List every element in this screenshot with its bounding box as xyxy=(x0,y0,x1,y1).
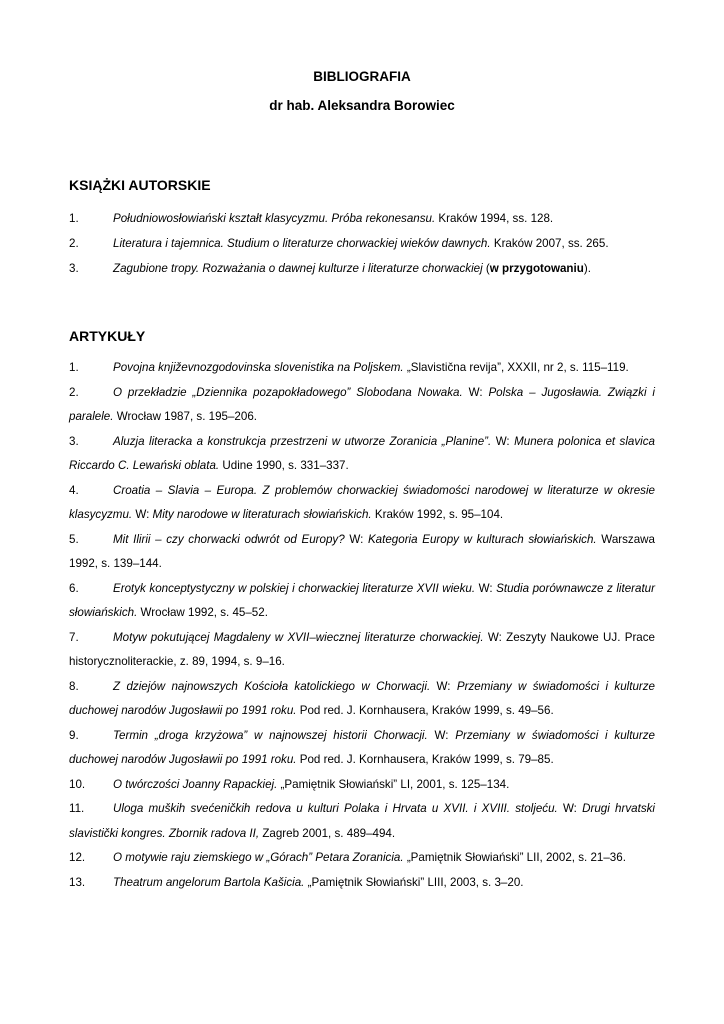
article-source: W: xyxy=(427,728,456,742)
document-author: dr hab. Aleksandra Borowiec xyxy=(269,98,455,113)
item-number: 1. xyxy=(69,212,79,225)
book-details-end: ). xyxy=(583,262,591,275)
item-number: 3. xyxy=(69,434,79,448)
book-details: Kraków 1994, ss. 128. xyxy=(435,212,554,225)
list-item xyxy=(69,577,655,626)
publication-details: Pod red. J. Kornhausera, Kraków 1999, s. 49–56. xyxy=(296,704,554,717)
publication-title: Studia porównawcze z literatur słowiańskich. xyxy=(69,581,655,619)
books-list xyxy=(69,206,655,281)
item-number: 5. xyxy=(69,532,79,546)
item-number: 7. xyxy=(69,630,79,644)
publication-details: Kraków 1992, s. 95–104. xyxy=(371,508,504,521)
item-number: 1. xyxy=(69,361,79,374)
item-number: 11. xyxy=(69,802,85,815)
list-item xyxy=(69,381,655,430)
item-number: 13. xyxy=(69,875,86,889)
publication-details: Wrocław 1992, s. 45–52. xyxy=(137,606,268,619)
book-title: Południowosłowiański kształt klasycyzmu. Próba rekonesansu. xyxy=(113,212,436,225)
publication-details: Wrocław 1987, s. 195–206. xyxy=(113,410,257,423)
list-item xyxy=(69,356,655,381)
list-item xyxy=(69,724,655,773)
article-source: W: Zeszyty Naukowe UJ. Prace historycznoliterackie, z. 89, 1994, s. 9–16. xyxy=(69,630,655,668)
publication-details: Zagreb 2001, s. 489–494. xyxy=(259,826,396,840)
item-number: 12. xyxy=(69,851,86,864)
article-source: „Pamiętnik Słowiański” LII, 2002, s. 21–36. xyxy=(403,851,626,864)
article-title: O twórczości Joanny Rapackiej. xyxy=(113,777,278,791)
section-heading-articles: ARTYKUŁY xyxy=(69,328,146,344)
article-title: Uloga muških svećeničkih redova u kulturi Polaka i Hrvata u XVII. i XVIII. stoljeću. xyxy=(113,802,558,815)
item-number: 2. xyxy=(69,237,79,250)
article-source: „Pamiętnik Słowiański” LIII, 2003, s. 3–20. xyxy=(304,875,524,889)
book-details: ( xyxy=(482,262,490,275)
article-title: Theatrum angelorum Bartola Kašicia. xyxy=(113,875,305,889)
publication-title: Przemiany w świadomości i kulturze duchowej narodów Jugosławii po 1991 roku. xyxy=(69,679,655,717)
article-title: O motywie raju ziemskiego w „Górach” Petara Zoranicia. xyxy=(113,851,404,864)
article-title: Povojna književnozgodovinska slovenistika na Poljskem. xyxy=(113,361,404,374)
article-source: „Pamiętnik Słowiański” LI, 2001, s. 125–134. xyxy=(277,777,510,791)
list-item xyxy=(69,846,655,871)
list-item xyxy=(69,675,655,724)
book-title: Literatura i tajemnica. Studium o literaturze chorwackiej wieków dawnych. xyxy=(113,237,491,250)
article-source: W: xyxy=(344,532,368,546)
item-number: 8. xyxy=(69,679,79,693)
article-source: W: xyxy=(132,508,153,521)
article-title: Z dziejów najnowszych Kościoła katolickiego w Chorwacji. xyxy=(113,679,431,693)
document-title: BIBLIOGRAFIA xyxy=(313,69,411,84)
article-title: Aluzja literacka a konstrukcja przestrzeni w utworze Zoranicia „Planine”. xyxy=(113,434,492,448)
item-number: 2. xyxy=(69,385,79,399)
article-title: Mit Ilirii – czy chorwacki odwrót od Europy? xyxy=(113,532,345,546)
article-source: W: xyxy=(430,679,457,693)
item-number: 9. xyxy=(69,728,79,742)
article-source: W: xyxy=(462,385,489,399)
list-item xyxy=(69,479,655,528)
article-title: O przekładzie „Dziennika pozapokładowego” Slobodana Nowaka. xyxy=(113,385,463,399)
publication-details: Warszawa 1992, s. 139–144. xyxy=(69,532,655,570)
article-title: Motyw pokutującej Magdaleny w XVII–wiecznej literaturze chorwackiej. xyxy=(113,630,484,644)
item-number: 4. xyxy=(69,483,79,497)
article-source: W: xyxy=(491,434,515,448)
book-details: Kraków 2007, ss. 265. xyxy=(490,237,609,250)
article-title: Erotyk konceptystyczny w polskiej i chorwackiej literaturze XVII wieku. xyxy=(113,581,476,595)
articles-list xyxy=(69,356,655,895)
list-item xyxy=(69,773,655,798)
list-item xyxy=(69,871,655,896)
article-title: Termin „droga krzyżowa” w najnowszej historii Chorwacji. xyxy=(113,728,428,742)
book-title: Zagubione tropy. Rozważania o dawnej kulturze i literaturze chorwackiej xyxy=(113,262,483,275)
list-item xyxy=(69,430,655,479)
article-source: W: xyxy=(475,581,497,595)
article-source: „Slavistična revija”, XXXII, nr 2, s. 115–119. xyxy=(403,361,629,374)
publication-title: Polska – Jugosławia. Związki i paralele. xyxy=(69,385,656,423)
list-item xyxy=(69,626,655,675)
publication-title: Przemiany w świadomości i kulturze duchowej narodów Jugosławii po 1991 roku. xyxy=(69,728,655,766)
item-number: 10. xyxy=(69,777,86,791)
list-item xyxy=(69,797,655,846)
publication-title: Mity narodowe w literaturach słowiańskich. xyxy=(152,508,372,521)
list-item xyxy=(69,256,655,281)
publication-title: Drugi hrvatski slavistički kongres. Zbornik radova II, xyxy=(69,802,655,840)
list-item xyxy=(69,528,655,577)
publication-details: Pod red. J. Kornhausera, Kraków 1999, s. 79–85. xyxy=(296,753,554,766)
item-number: 6. xyxy=(69,581,79,595)
book-status: w przygotowaniu xyxy=(489,262,584,275)
article-source: W: xyxy=(557,802,583,815)
publication-title: Kategoria Europy w kulturach słowiańskich. xyxy=(367,532,597,546)
item-number: 3. xyxy=(69,262,79,275)
section-heading-books: KSIĄŻKI AUTORSKIE xyxy=(69,177,211,193)
list-item xyxy=(69,206,655,231)
publication-title: Munera polonica et slavica Riccardo C. Lewański oblata. xyxy=(69,434,655,472)
list-item xyxy=(69,231,655,256)
article-title: Croatia – Slavia – Europa. Z problemów chorwackiej świadomości narodowej w literaturze w okresie klasycyzmu. xyxy=(69,483,655,521)
publication-details: Udine 1990, s. 331–337. xyxy=(219,459,349,472)
